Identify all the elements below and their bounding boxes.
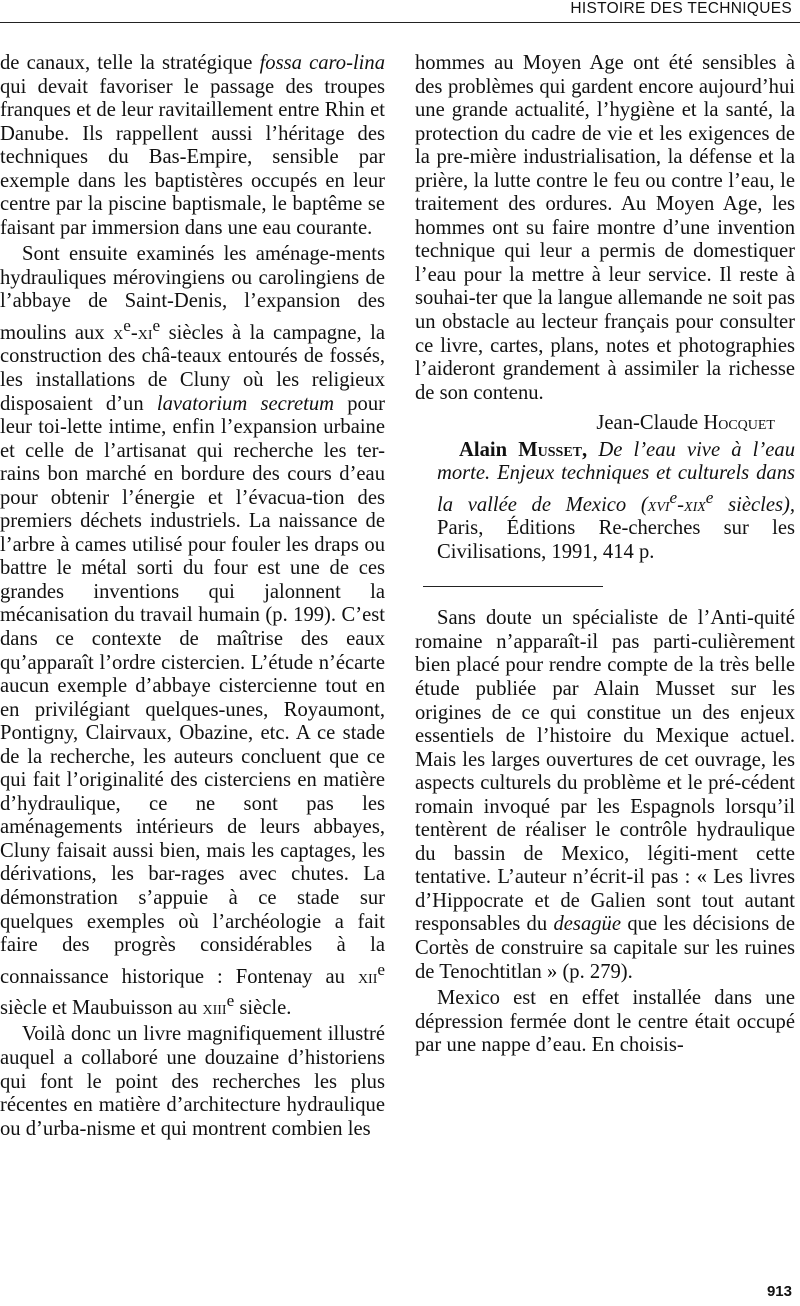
header-rule [0,22,800,23]
superscript: e [152,316,161,336]
left-paragraph-3: Voilà donc un livre magnifiquement illustré auquel a collaboré une douzaine d’historiens qui font le point des recherches les plus récentes en matière d’architecture hydraulique ou d’urba-nisme et qui montrent combien les [0,1023,385,1140]
right-paragraph-2 [415,607,795,984]
superscript: e [226,991,235,1011]
century-numeral: xix [684,493,706,516]
text-run: pour leur toi-lette intime, enfin l’expansion urbaine et celle de l’artisanat qui recherche les ter-rains bon marché en bordure des cours d’eau pour obtenir l’énergie et l’évacua-tion des premiers déchets industriels. La naissance de l’arbre à cames utilisé pour fouler les draps ou battre le métal sorti du four est une de ces grandes inventions qui jalonnent la mécanisation du travail humain (p. 199). C’est dans ce contexte de maîtrise des eaux qu’apparaît l’ordre cistercien. L’étude n’écarte aucun exemple d’abbaye cistercienne tout en en privilégiant quelques-unes, Royaumont, Pontigny, Clairvaux, Obazine, etc. A ce stade de la recherche, les auteurs concluent que ce qui fait l’originalité des cisterciens en matière d’hydraulique, ce ne sont pas les aménagements intérieurs de leurs abbayes, Cluny faisait aussi bien, mais les captages, les dérivations, les bar-rages avec chutes. La démonstration s’appuie à ce stade sur quelques exemples où l’archéologie a fait faire des progrès considérables à la connaissance historique : Fontenay au [0,392,385,988]
century-numeral: xii [357,965,378,988]
left-paragraph-2 [0,243,385,1020]
text-run: Sont ensuite examinés les aménage-ments hydrauliques mérovingiens ou carolingiens de l’abbaye de Saint-Denis, l’expansion des moulins aux [0,243,385,344]
title-run: - [677,493,685,516]
book-author [459,439,587,461]
text-run: siècles à la campagne, la construction des châ-teaux entourés de fossés, les installations de Cluny où les religieux disposaient d’un [0,321,385,415]
left-column [0,52,385,1141]
superscript: e [705,487,714,507]
right-column [415,52,795,1058]
text-run: que les décisions de Cortès de construire sa capitale sur les ruines de Tenochtitlan » (p. 279). [415,913,795,983]
page-number: 913 [766,1283,792,1300]
text-run: siècle. [234,996,292,1019]
text-run: Sans doute un spécialiste de l’Anti-quité romaine n’apparaît-il pas parti-culièrement bien placé pour rendre compte de la très belle étude publiée par Alain Musset sur les origines de ce qui constitue un des enjeux essentiels de l’histoire du Mexique actuel. Mais les larges ouvertures de cet ouvrage, les aspects culturels du problème et le pré-cédent romain invoqué par les Espagnols lorsqu’il tentèrent de réaliser le contrôle hydraulique du bassin de Mexico, légiti-ment cette tentative. L’auteur n’écrit-il pas : « Les livres d’Hippocrate et de Galien sont tout autant responsables du [415,607,795,936]
left-paragraph-1 [0,52,385,240]
book-author-first: Alain [459,438,519,461]
text-run: qui devait favoriser le passage des troupes franques et de leur ravitaillement entre Rhin et Danube. Ils rappellent aussi l’héritage des techniques du Bas-Empire, sensible par exemple dans les baptistères occupés en leur centre par la piscine baptismale, le baptême se faisant par immersion dans une eau courante. [0,75,385,239]
text-run: siècle et Maubuisson au [0,996,203,1019]
publication-details: Paris, Éditions Re-cherches sur les Civilisations, 1991, 414 p. [437,517,795,563]
right-paragraph-3: Mexico est en effet installée dans une dépression fermée dont le centre était occupé par une nappe d’eau. En choisis- [415,987,795,1057]
superscript: e [377,959,385,979]
title-run: siècles), [713,493,795,516]
superscript: e [669,487,678,507]
century-numeral: x [113,321,124,344]
running-head: HISTOIRE DES TECHNIQUES [570,0,792,17]
book-reference [415,439,795,565]
century-numeral: xi [137,321,153,344]
reviewer-last-name: Hocquet [703,412,775,435]
reviewer-signature [415,412,795,436]
right-paragraph-1: hommes au Moyen Age ont été sensibles à des problèmes qui gardent encore aujourd’hui une grande actualité, l’hygiène et la santé, la protection du cadre de vie et les exigences de la pre-mière industrialisation, la défense et la prière, la lutte contre le feu ou contre l’eau, le traitement des ordures. Au Moyen Age, les hommes ont su faire montre d’une invention technique qui leur a permis de domestiquer l’eau pour la mettre à leur service. Il reste à souhai-ter que la langue allemande ne soit pas un obstacle au lecteur français pour consulter ce livre, cartes, plans, notes et photographies l’aideront grandement à assimiler la richesse de son contenu. [415,52,795,404]
italic-term: lavatorium secretum [156,392,335,415]
book-author-last: Musset, [518,438,588,461]
title-run: De l’eau vive à l’eau morte. Enjeux techniques et culturels dans la vallée de Mexico ( [437,438,795,516]
text-run: - [130,321,138,344]
italic-term: desagüe [553,913,621,936]
text-run: de canaux, telle la stratégique [0,52,260,74]
reviewer-first-name: Jean-Claude [596,412,704,435]
italic-term: fossa caro-lina [259,52,385,74]
section-divider [423,586,603,587]
superscript: e [123,316,131,336]
century-numeral: xvi [647,493,670,516]
century-numeral: xiii [202,996,227,1019]
